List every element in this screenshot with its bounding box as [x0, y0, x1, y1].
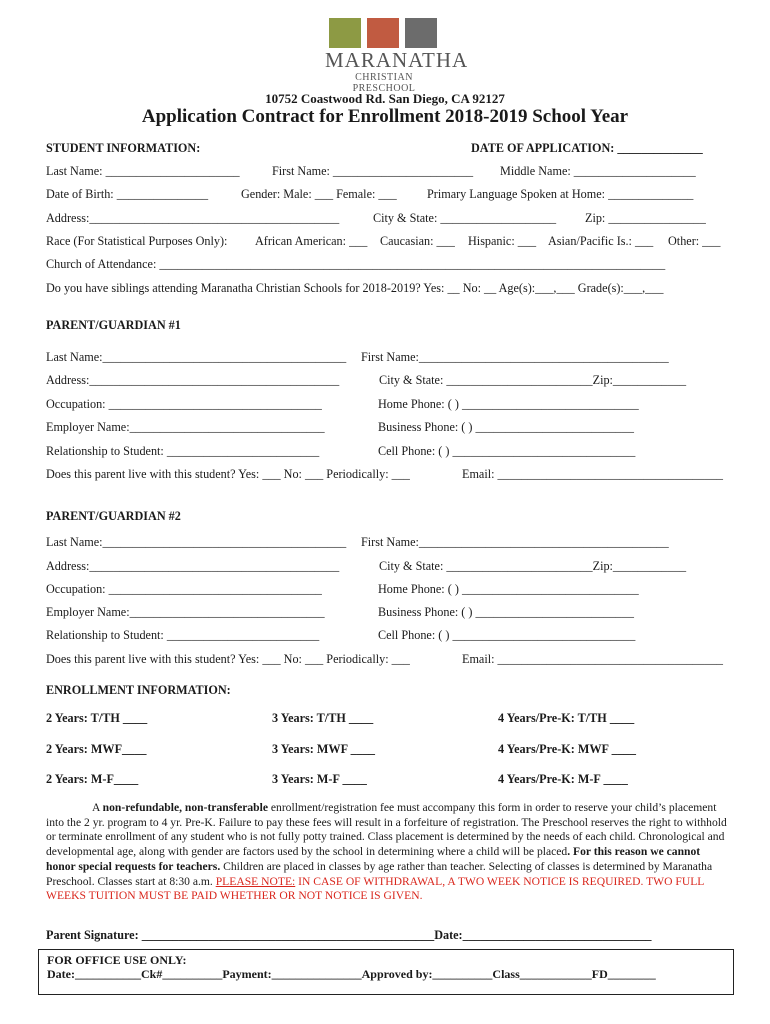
parent1-heading: PARENT/GUARDIAN #1: [46, 318, 181, 332]
enroll-4yr-mf[interactable]: 4 Years/Pre-K: M-F ____: [498, 772, 628, 786]
student-heading: STUDENT INFORMATION:: [46, 141, 201, 155]
primary-language-field[interactable]: Primary Language Spoken at Home: ______________: [427, 187, 694, 201]
parent2-lives-with-field[interactable]: Does this parent live with this student? Yes: ___ No: ___ Periodically: ___: [46, 652, 410, 666]
race-asian-pacific[interactable]: Asian/Pacific Is.: ___: [548, 234, 654, 248]
parent2-employer-field[interactable]: Employer Name:________________________________: [46, 605, 325, 619]
church-field[interactable]: Church of Attendance: ___________________________________________________________________________________: [46, 257, 666, 271]
student-middle-name-field[interactable]: Middle Name: ____________________: [500, 164, 696, 178]
logo-name: MARANATHA: [325, 48, 469, 72]
race-other[interactable]: Other: ___: [668, 234, 721, 248]
parent1-address-field[interactable]: Address:_________________________________________: [46, 373, 340, 387]
parent1-business-phone-field[interactable]: Business Phone: ( ) __________________________: [378, 420, 634, 434]
enroll-2yr-tth[interactable]: 2 Years: T/TH ____: [46, 711, 148, 725]
logo-tile-red: [367, 18, 399, 48]
student-city-state-field[interactable]: City & State: ___________________: [373, 211, 557, 225]
school-address: 10752 Coastwood Rd. San Diego, CA 92127: [265, 91, 505, 106]
enroll-4yr-tth[interactable]: 4 Years/Pre-K: T/TH ____: [498, 711, 635, 725]
enroll-3yr-tth[interactable]: 3 Years: T/TH ____: [272, 711, 374, 725]
date-of-application-field[interactable]: DATE OF APPLICATION: ______________: [471, 141, 703, 155]
parent1-email-field[interactable]: Email: _____________________________________: [462, 467, 724, 481]
race-label: Race (For Statistical Purposes Only):: [46, 234, 228, 248]
parent1-occupation-field[interactable]: Occupation: ___________________________________: [46, 397, 322, 411]
policy-please-note: PLEASE NOTE:: [215, 874, 296, 888]
parent2-last-name-field[interactable]: Last Name:________________________________________: [46, 535, 347, 549]
logo-tile-green: [329, 18, 361, 48]
office-use-line[interactable]: Date:___________Ck#__________Payment:_______________Approved by:__________Class____________FD________: [47, 967, 656, 981]
parent1-home-phone-field[interactable]: Home Phone: ( ) _____________________________: [378, 397, 639, 411]
policy-text-nonrefundable: non-refundable, non-transferable: [102, 801, 268, 814]
enroll-2yr-mwf[interactable]: 2 Years: MWF____: [46, 742, 147, 756]
race-african-american[interactable]: African American: ___: [255, 234, 368, 248]
policy-withdrawal-notice: IN CASE OF WITHDRAWAL, A TWO WEEK NOTICE IS REQUIRED. TWO FULL WEEKS TUITION MUST BE PAID WHETHER OR NOT NOTICE IS GIVEN.: [46, 874, 704, 903]
office-use-box: [38, 949, 734, 995]
enroll-4yr-mwf[interactable]: 4 Years/Pre-K: MWF ____: [498, 742, 636, 756]
enrollment-heading: ENROLLMENT INFORMATION:: [46, 683, 231, 697]
parent2-address-field[interactable]: Address:_________________________________________: [46, 559, 340, 573]
parent2-occupation-field[interactable]: Occupation: ___________________________________: [46, 582, 322, 596]
parent2-first-name-field[interactable]: First Name:_________________________________________: [361, 535, 669, 549]
policy-text-1: A: [92, 801, 103, 814]
race-caucasian[interactable]: Caucasian: ___: [380, 234, 455, 248]
parent1-last-name-field[interactable]: Last Name:________________________________________: [46, 350, 347, 364]
page-title: Application Contract for Enrollment 2018-2019 School Year: [141, 106, 629, 127]
parent2-business-phone-field[interactable]: Business Phone: ( ) __________________________: [378, 605, 634, 619]
parent1-lives-with-field[interactable]: Does this parent live with this student? Yes: ___ No: ___ Periodically: ___: [46, 467, 410, 481]
logo-subtitle: CHRISTIAN PRESCHOOL: [352, 72, 416, 94]
student-zip-field[interactable]: Zip: ________________: [585, 211, 706, 225]
enroll-3yr-mf[interactable]: 3 Years: M-F ____: [272, 772, 367, 786]
policy-text-special-requests: . For this reason we cannot honor special requests for teachers.: [46, 845, 701, 873]
parent1-cell-phone-field[interactable]: Cell Phone: ( ) ______________________________: [378, 444, 636, 458]
parent1-relationship-field[interactable]: Relationship to Student: _________________________: [46, 444, 320, 458]
logo-tile-gray: [405, 18, 437, 48]
office-use-heading: FOR OFFICE USE ONLY:: [47, 953, 187, 967]
student-last-name-field[interactable]: Last Name: ______________________: [46, 164, 240, 178]
date-of-birth-field[interactable]: Date of Birth: _______________: [46, 187, 209, 201]
gender-field[interactable]: Gender: Male: ___ Female: ___: [241, 187, 397, 201]
student-address-field[interactable]: Address:_________________________________________: [46, 211, 340, 225]
parent2-city-state-zip-field[interactable]: City & State: ________________________Zip:____________: [379, 559, 687, 573]
policy-paragraph: [46, 801, 728, 904]
parent-signature-field[interactable]: Parent Signature: ________________________________________________Date:_______________________________: [46, 928, 652, 942]
student-first-name-field[interactable]: First Name: _______________________: [272, 164, 474, 178]
siblings-field[interactable]: Do you have siblings attending Maranatha Christian Schools for 2018-2019? Yes: __ No: __ Age(s):___,___ Grade(s):___,___: [46, 281, 664, 295]
parent2-cell-phone-field[interactable]: Cell Phone: ( ) ______________________________: [378, 628, 636, 642]
parent1-city-state-zip-field[interactable]: City & State: ________________________Zip:____________: [379, 373, 687, 387]
enroll-2yr-mf[interactable]: 2 Years: M-F____: [46, 772, 139, 786]
parent1-first-name-field[interactable]: First Name:_________________________________________: [361, 350, 669, 364]
parent1-employer-field[interactable]: Employer Name:________________________________: [46, 420, 325, 434]
parent2-email-field[interactable]: Email: _____________________________________: [462, 652, 724, 666]
race-hispanic[interactable]: Hispanic: ___: [468, 234, 537, 248]
parent2-home-phone-field[interactable]: Home Phone: ( ) _____________________________: [378, 582, 639, 596]
parent2-relationship-field[interactable]: Relationship to Student: _________________________: [46, 628, 320, 642]
parent2-heading: PARENT/GUARDIAN #2: [46, 509, 181, 523]
enroll-3yr-mwf[interactable]: 3 Years: MWF ____: [272, 742, 376, 756]
school-logo: [325, 18, 469, 94]
policy-text-5: Children are placed in classes by age rather than teacher. Selecting of classes is determined by Maranatha Preschool. Classes start at 8:30 a.m.: [46, 859, 713, 888]
policy-text-3: enrollment/registration fee must accompany this form in order to reserve your child’s placement into the 2 yr. program to 4 yr. Pre-K. Failure to pay these fees will result in a forfeiture of registration. The Preschool reserves the right to withhold or terminate enrollment of any student who is not fully potty trained. Class placement is determined by the needs of each child. Chronological and developmental age, along with gender are factors used by the school in determining where a child will be placed: [46, 801, 727, 859]
